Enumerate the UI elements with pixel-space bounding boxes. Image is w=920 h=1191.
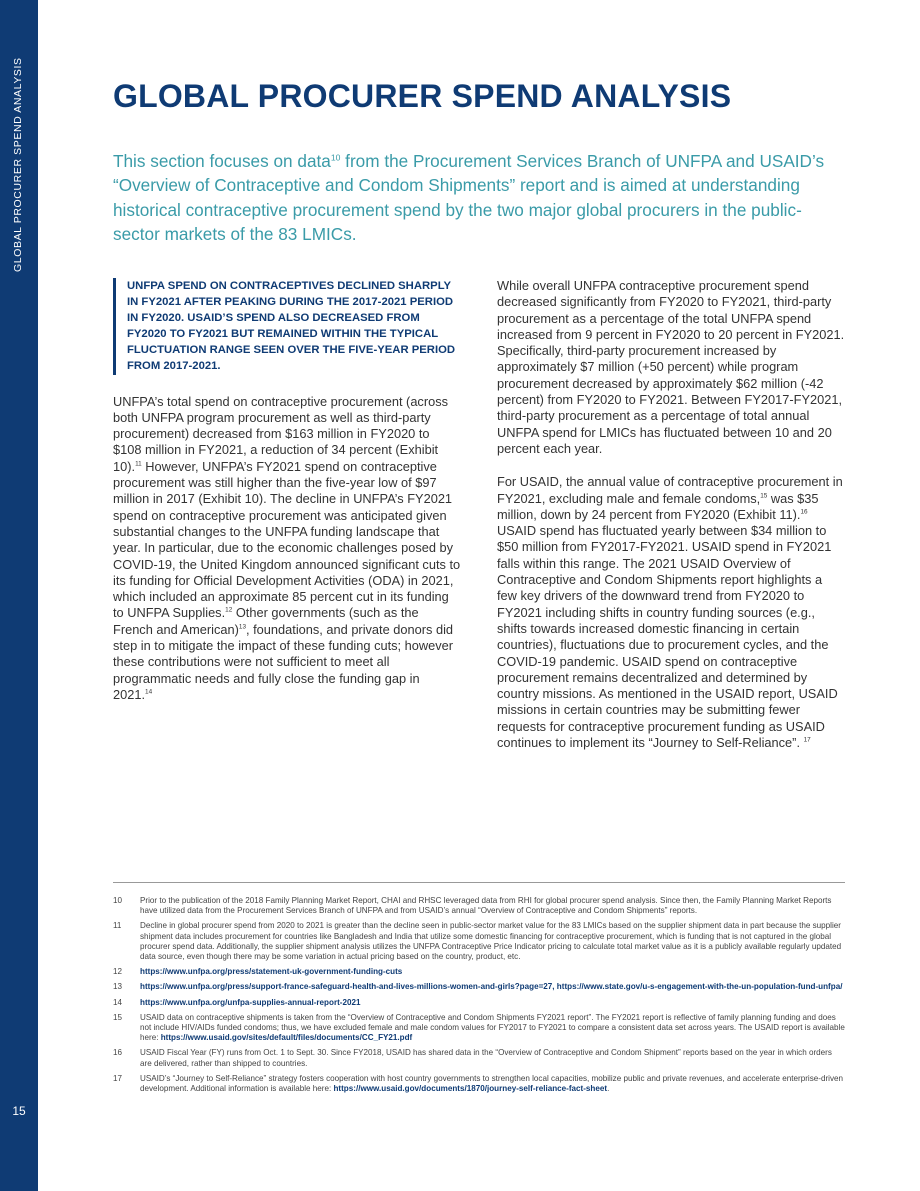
footnote-body: USAID Fiscal Year (FY) runs from Oct. 1 to Sept. 30. Since FY2018, USAID has shared data in the “Overview of Contraceptive and Condom Shipment” reports based on the year in which orders are delivered, rather than shipped to countries.: [140, 1048, 832, 1068]
footnote-item: [113, 998, 845, 1008]
intro-text-2: from the Procurement Services Branch of UNFPA and USAID’s “Overview of Contraceptive and Condom Shipments” report and is aimed at understanding historical contraceptive procurement spend by the two major global procurers in the public-sector markets of the 83 LMICs.: [113, 151, 825, 244]
sidebar-section-label: [2, 57, 32, 276]
footnote-link[interactable]: https://www.unfpa.org/press/statement-uk-government-funding-cuts: [140, 967, 403, 977]
paragraph-text: USAID spend has fluctuated yearly between $34 million to $50 million from FY2017-FY2021. USAID spend in FY2021 falls within this range. The 2021 USAID Overview of Contraceptive and Condom Shipments report highlights a few key drivers of the downward trend from FY2020 to FY2021 including shifts in country funding sources (e.g., shifts towards increased domestic financing in certain countries), fluctuations due to procurement cycles, and the COVID-19 pandemic. USAID spend on contraceptive procurement remains decentralized and determined by country missions. As mentioned in the USAID report, USAID missions in certain countries may be submitting fewer requests for contraceptive procurement funding as USAID continues to implement its “Journey to Self-Reliance”.: [497, 523, 838, 751]
footnote-number: 16: [113, 1048, 123, 1058]
footnote-body: USAID’s “Journey to Self-Reliance” strategy fosters cooperation with host country governments to strengthen local capacities, mobilize public and private revenues, and accelerate enterprise-driven development. Additional information is available here:: [140, 1073, 844, 1094]
footnote-ref[interactable]: 14: [145, 688, 153, 696]
right-column: [497, 278, 845, 768]
footnote-ref[interactable]: 12: [225, 607, 233, 615]
page-number: 15: [12, 1104, 26, 1118]
intro-text-1: This section focuses on data: [113, 151, 331, 171]
footnote-body: Decline in global procurer spend from 2020 to 2021 is greater than the decline seen in public-sector market value for the 83 LMICs based on the supplier shipment data in part because the supplier shipment data includes procurement for countries like Bangladesh and India that utilize some domestic financing for contraceptive procurement, which is funding that is not captured in the global procurer spend data. Additionally, the supplier shipment analysis utilizes the UNFPA Contraceptive Price Indicator pricing to calculate total market value as it is a publicly available regularly updated data source, even though there may be some variation in actual pricing based on the country, product, etc.: [140, 921, 842, 962]
sidebar: [0, 0, 38, 1191]
footnote-number: 15: [113, 1012, 123, 1022]
footnote-text: [140, 982, 845, 992]
footnote-text: [140, 896, 845, 916]
footnote-ref[interactable]: 16: [800, 508, 808, 516]
footnote-item: [113, 1074, 845, 1094]
footnote-number: 17: [113, 1073, 123, 1083]
footnote-link[interactable]: https://www.unfpa.org/press/support-france-safeguard-health-and-lives-millions-women-and-girls?page=27, https://www.state.gov/u-s-engagement-with-the-un-population-fund-unfpa/: [140, 982, 843, 992]
footnote-text: [140, 1048, 845, 1068]
third-party-procurement-paragraph: While overall UNFPA contraceptive procurement spend decreased significantly from FY2020 to FY2021, third-party procurement as a percentage of the total UNFPA spend increased from 9 percent in FY2020 to 20 percent in FY2021. Specifically, third-party procurement increased by approximately $7 million (+50 percent) while program procurement decreased by approximately $62 million (-42 percent) from FY2020 to FY2021. Between FY2017-FY2021, third-party procurement as a percentage of total annual UNFPA spend for LMICs has fluctuated between 10 and 20 percent each year.: [497, 278, 845, 456]
paragraph-text: However, UNFPA’s FY2021 spend on contraceptive procurement was still higher than the five-year low of $97 million in 2017 (Exhibit 10). The decline in UNFPA’s FY2021 spend on contraceptive procurement was anticipated given substantial changes to the UNFPA funding landscape that year. In particular, due to the economic challenges posed by COVID-19, the United Kingdom announced significant cuts to its funding for Official Development Activities (ODA) in 2021, which included an approximate 85 percent cut in its funding to UNFPA Supplies.: [113, 458, 461, 621]
footnote-ref[interactable]: 15: [760, 492, 768, 500]
paragraph-text: Other governments (such as the French and American): [113, 605, 419, 637]
footnote-text: [140, 1074, 845, 1094]
left-column: [113, 278, 461, 720]
key-finding-callout: UNFPA SPEND ON CONTRACEPTIVES DECLINED SHARPLY IN FY2021 AFTER PEAKING DURING THE 2017-2021 PERIOD IN FY2020. USAID’S SPEND ALSO DECREASED FROM FY2020 TO FY2021 BUT REMAINED WITHIN THE TYPICAL FLUCTUATION RANGE SEEN OVER THE FIVE-YEAR PERIOD FROM 2017-2021.: [113, 278, 461, 375]
footnote-ref[interactable]: 11: [135, 460, 142, 468]
sidebar-section-text: GLOBAL PROCURER SPEND ANALYSIS: [12, 57, 24, 272]
paragraph-text: UNFPA’s total spend on contraceptive procurement (across both UNFPA program procurement as well as third-party procurement) decreased from $163 million in FY2020 to $108 million in FY2021, a reduction of 34 percent (Exhibit 10).: [113, 393, 449, 474]
page-title: GLOBAL PROCURER SPEND ANALYSIS: [113, 78, 732, 114]
paragraph-text: , foundations, and private donors did step in to mitigate the impact of these funding cuts; however these contributions were not sufficient to meet all programmatic needs and fully close the funding gap in 2021.: [113, 621, 454, 702]
unfpa-spend-paragraph: [113, 394, 461, 704]
footnote-number: 11: [113, 921, 122, 931]
footnote-text: [140, 998, 845, 1008]
footnote-item: [113, 1013, 845, 1044]
footnote-item: [113, 967, 845, 977]
footnote-ref[interactable]: 17: [803, 736, 811, 744]
footnote-number: 10: [113, 896, 123, 905]
footnote-item: [113, 921, 845, 962]
footnotes: [113, 896, 845, 1099]
footnote-item: [113, 982, 845, 992]
footnote-link[interactable]: https://www.unfpa.org/unfpa-supplies-annual-report-2021: [140, 997, 361, 1007]
footnote-ref[interactable]: 13: [238, 623, 247, 631]
footnote-item: [113, 896, 845, 916]
footnote-text: [140, 967, 845, 977]
usaid-spend-paragraph: [497, 474, 845, 751]
footnote-tail: .: [607, 1084, 610, 1094]
footnote-ref[interactable]: 10: [330, 152, 341, 163]
footnote-number: 14: [113, 997, 123, 1007]
footnote-text: [140, 921, 845, 962]
paragraph-text: For USAID, the annual value of contraceptive procurement in FY2021, excluding male and female condoms,: [497, 474, 843, 506]
footnote-body: Prior to the publication of the 2018 Family Planning Market Report, CHAI and RHSC leveraged data from RHI for global procurer spend analysis. Since then, the Family Planning Market Reports have utilized data from the Procurement Services Branch of UNFPA and from USAID’s annual “Overview of Contraceptive and Condom Shipments” reports.: [140, 896, 832, 916]
footnote-body: USAID data on contraceptive shipments is taken from the “Overview of Contraceptive and Condom Shipments FY2021 report”. The FY2021 report is reflective of family planning funding and does not include HIV/AIDs funded condoms; thus, we have excluded female and male condom values for FY2017 to FY2021 to compare a consistent data set across years. The USAID report is available here:: [140, 1012, 845, 1043]
footnote-number: 12: [113, 967, 123, 977]
paragraph-text: was $35 million, down by 24 percent from FY2020 (Exhibit 11).: [497, 490, 819, 522]
footnote-item: [113, 1048, 845, 1068]
footnote-link[interactable]: https://www.usaid.gov/sites/default/files/documents/CC_FY21.pdf: [160, 1033, 413, 1043]
intro-paragraph: [113, 149, 833, 246]
footnote-number: 13: [113, 982, 123, 992]
footnote-text: [140, 1013, 845, 1044]
footnote-divider: [113, 882, 845, 883]
footnote-link[interactable]: https://www.usaid.gov/documents/1870/journey-self-reliance-fact-sheet: [333, 1084, 608, 1094]
